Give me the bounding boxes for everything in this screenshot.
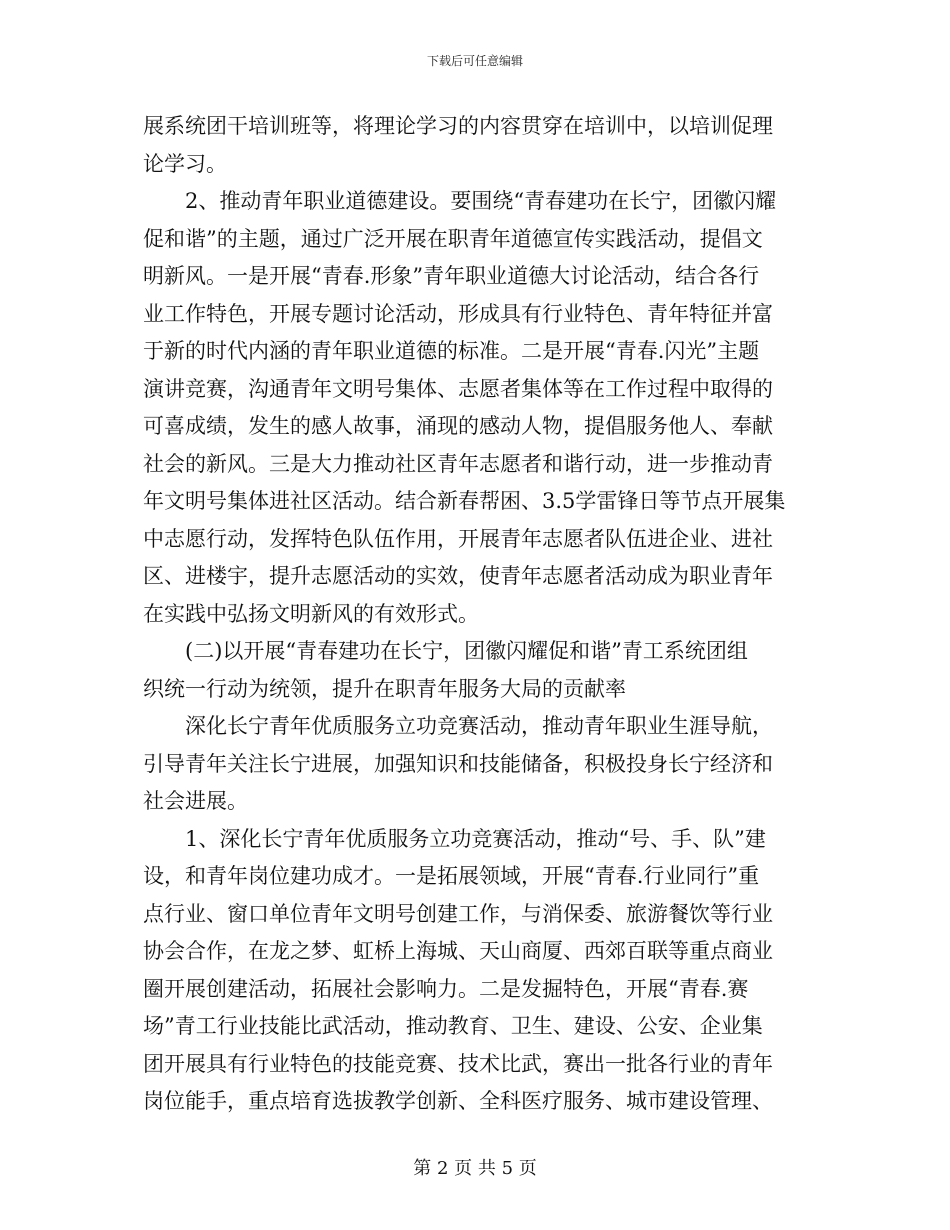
text-line: 演讲竞赛，沟通青年文明号集体、志愿者集体等在工作过程中取得的 xyxy=(143,376,773,401)
text-line: 明新风。一是开展“青春.形象”青年职业道德大讨论活动，结合各行 xyxy=(143,264,760,288)
section-heading-line: 织统一行动为统领，提升在职青年服务大局的贡献率 xyxy=(143,676,626,701)
text-line: 社会的新风。三是大力推动社区青年志愿者和谐行动，进一步推动青 xyxy=(143,451,773,476)
text-line: 团开展具有行业特色的技能竞赛、技术比武，赛出一批各行业的青年 xyxy=(143,1051,773,1076)
text-line: 社会进展。 xyxy=(143,789,248,813)
page-number: 第 2 页 共 5 页 xyxy=(413,1158,537,1179)
text-line: 可喜成绩，发生的感人故事，涌现的感动人物，提倡服务他人、奉献 xyxy=(143,414,773,438)
text-line: 引导青年关注长宁进展，加强知识和技能储备，积极投身长宁经济和 xyxy=(143,751,773,776)
text-line: 岗位能手，重点培育选拔教学创新、全科医疗服务、城市建设管理、 xyxy=(143,1089,773,1113)
paragraph-start-line: 2、推动青年职业道德建设。要围绕“青春建功在长宁，团徽闪耀 xyxy=(185,189,777,213)
text-line: 点行业、窗口单位青年文明号创建工作，与消保委、旅游餐饮等行业 xyxy=(143,901,773,926)
text-line: 年文明号集体进社区活动。结合新春帮困、3.5学雷锋日等节点开展集 xyxy=(143,489,786,513)
section-heading-line: (二)以开展“青春建功在长宁，团徽闪耀促和谐”青工系统团组 xyxy=(185,639,748,663)
text-line: 展系统团干培训班等，将理论学习的内容贯穿在培训中，以培训促理 xyxy=(143,114,773,138)
text-line: 促和谐”的主题，通过广泛开展在职青年道德宣传实践活动，提倡文 xyxy=(143,226,763,251)
text-line: 协会合作，在龙之梦、虹桥上海城、天山商厦、西郊百联等重点商业 xyxy=(143,939,773,963)
text-line: 圈开展创建活动，拓展社会影响力。二是发掘特色，开展“青春.赛 xyxy=(143,976,749,1001)
text-line: 论学习。 xyxy=(143,151,227,176)
document-body xyxy=(143,108,809,1121)
text-line: 区、进楼宇，提升志愿活动的实效，使青年志愿者活动成为职业青年 xyxy=(143,564,773,588)
text-line: 业工作特色，开展专题讨论活动，形成具有行业特色、青年特征并富 xyxy=(143,301,773,326)
page-header: 下载后可任意编辑 xyxy=(426,54,523,68)
text-line: 中志愿行动，发挥特色队伍作用，开展青年志愿者队伍进企业、进社 xyxy=(143,526,773,551)
text-line: 于新的时代内涵的青年职业道德的标准。二是开展“青春.闪光”主题 xyxy=(143,339,760,363)
text-line: 在实践中弘扬文明新风的有效形式。 xyxy=(143,601,479,626)
text-line: 设，和青年岗位建功成才。一是拓展领域，开展“青春.行业同行”重 xyxy=(143,864,760,888)
paragraph-start-line: 1、深化长宁青年优质服务立功竞赛活动，推动“号、手、队”建 xyxy=(185,826,766,851)
paragraph-start-line: 深化长宁青年优质服务立功竞赛活动，推动青年职业生涯导航， xyxy=(185,714,773,738)
text-line: 场”青工行业技能比武活动，推动教育、卫生、建设、公安、企业集 xyxy=(143,1014,763,1038)
